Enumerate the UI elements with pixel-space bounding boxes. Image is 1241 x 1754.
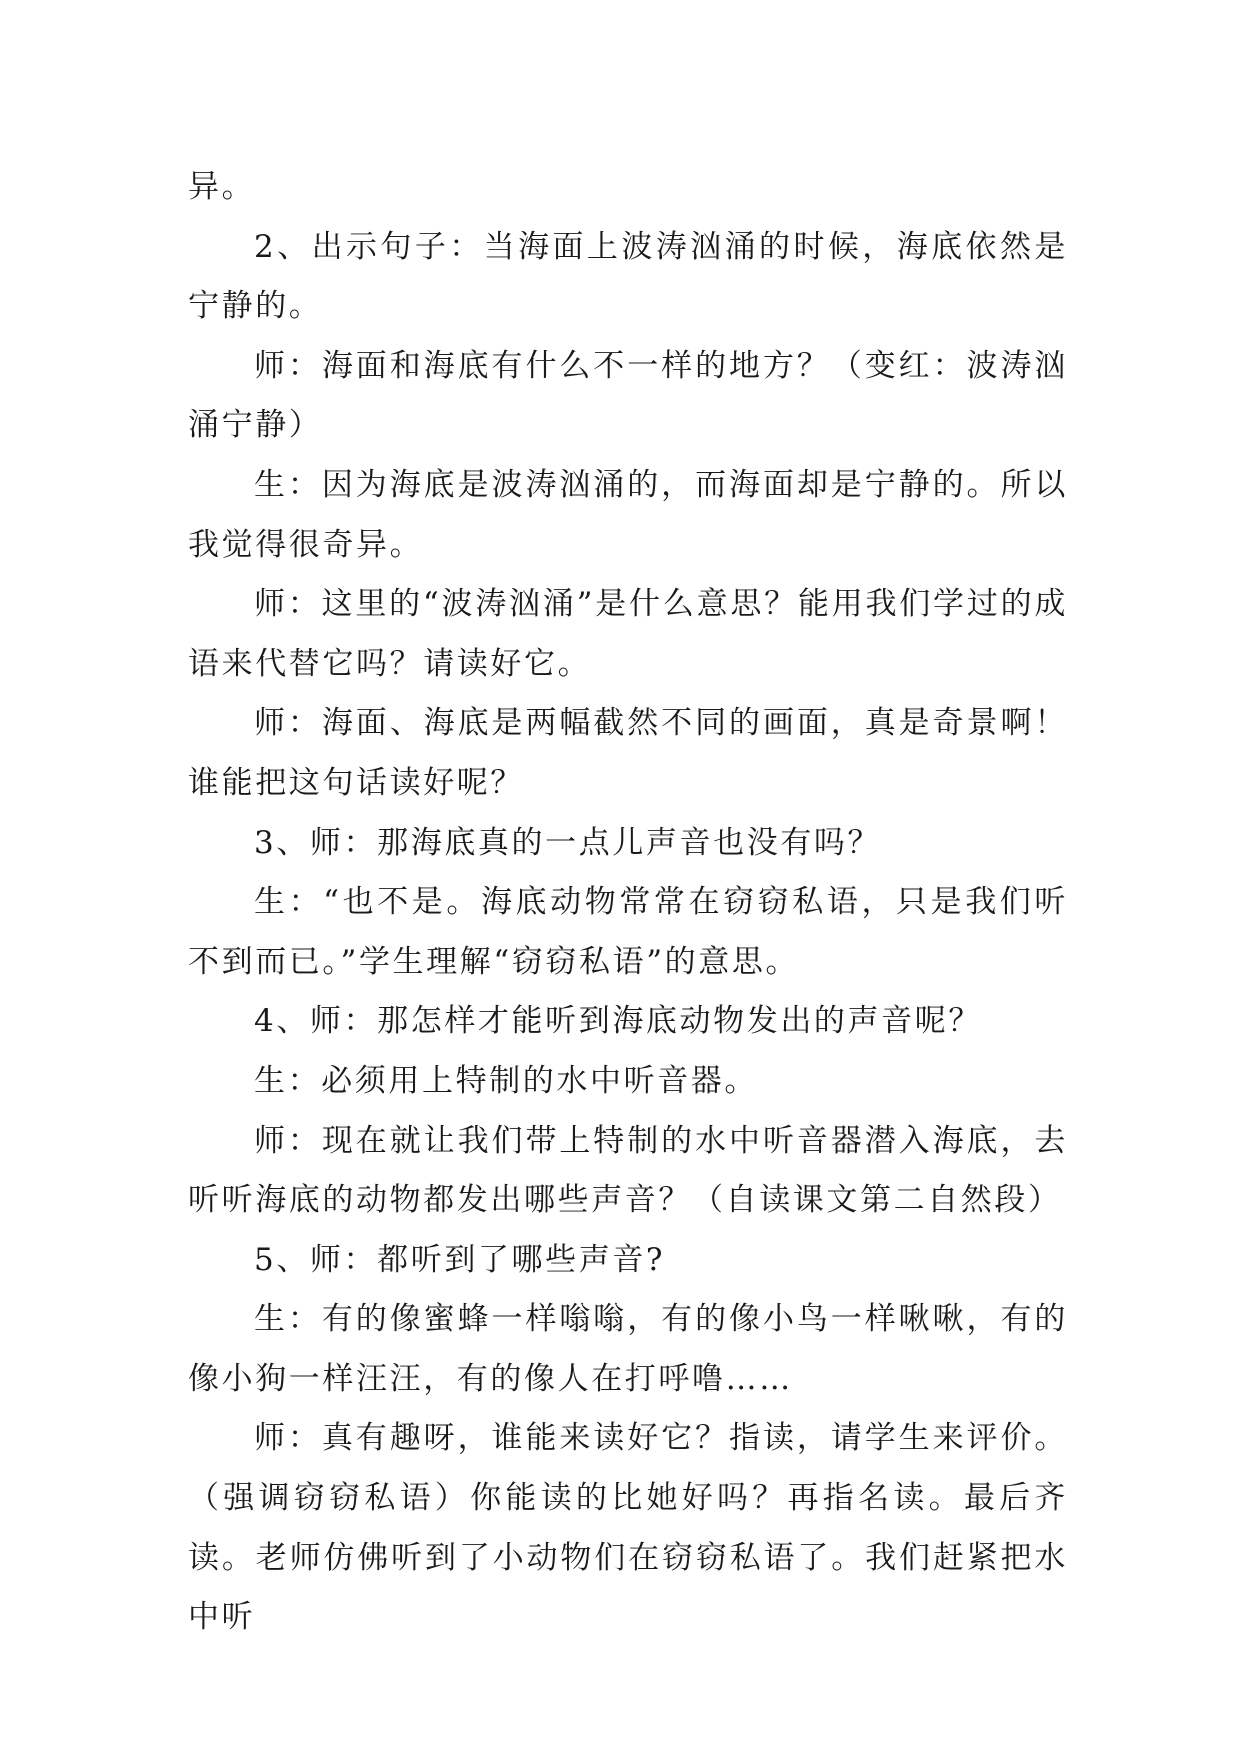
document-body <box>188 158 1068 1648</box>
paragraph-2: 2、出示句子：当海面上波涛汹涌的时候，海底依然是宁静的。 <box>188 228 1068 325</box>
paragraph-5: 师：这里的“波涛汹涌”是什么意思？能用我们学过的成语来代替它吗？请读好它。 <box>188 586 1068 682</box>
paragraph-9: 4、师：那怎样才能听到海底动物发出的声音呢？ <box>254 1003 982 1040</box>
paragraph-14: 师：真有趣呀，谁能来读好它？指读，请学生来评价。（强调窃窃私语）你能读的比她好吗？再指名读。最后齐读。老师仿佛听到了小动物们在窃窃私语了。我们赶紧把水中听 <box>188 1420 1068 1636</box>
paragraph-4: 生：因为海底是波涛汹涌的，而海面却是宁静的。所以我觉得很奇异。 <box>188 466 1068 563</box>
paragraph-10: 生：必须用上特制的水中听音器。 <box>254 1062 758 1099</box>
paragraph-6: 师：海面、海底是两幅截然不同的画面，真是奇景啊！谁能把这句话读好呢？ <box>188 705 1068 801</box>
paragraph-11: 师：现在就让我们带上特制的水中听音器潜入海底，去听听海底的动物都发出哪些声音？（自读课文第二自然段） <box>188 1122 1068 1219</box>
paragraph-3: 师：海面和海底有什么不一样的地方？（变红：波涛汹涌宁静） <box>188 347 1068 444</box>
paragraph-8: 生：“也不是。海底动物常常在窃窃私语，只是我们听不到而已。”学生理解“窃窃私语”的意思。 <box>188 884 1068 980</box>
paragraph-1: 异。 <box>188 169 256 205</box>
paragraph-13: 生：有的像蜜蜂一样嗡嗡，有的像小鸟一样啾啾，有的像小狗一样汪汪，有的像人在打呼噜…… <box>188 1301 1068 1397</box>
paragraph-7: 3、师：那海底真的一点儿声音也没有吗？ <box>254 824 882 861</box>
paragraph-12: 5、师：都听到了哪些声音? <box>254 1241 666 1278</box>
